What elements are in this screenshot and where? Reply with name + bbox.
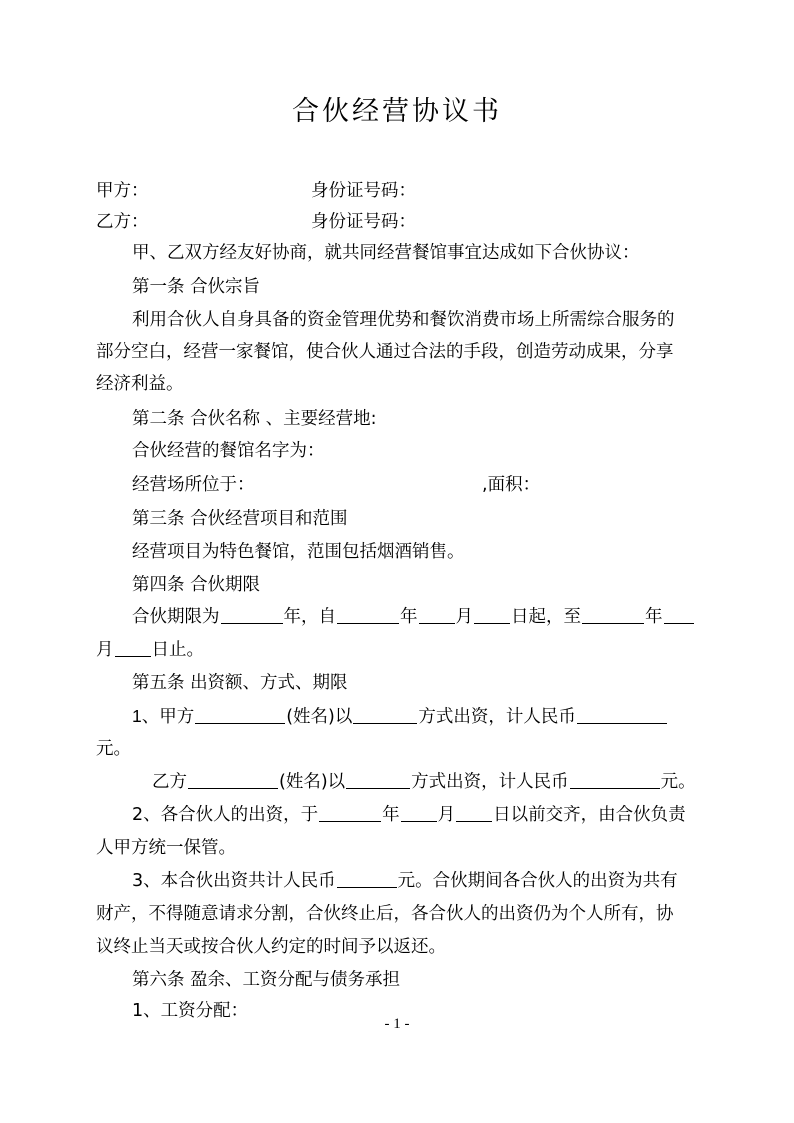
area-label: ,面积： [482, 475, 541, 495]
month-label: 月 [96, 640, 114, 660]
name-paren-label: (姓名)以 [286, 707, 353, 727]
article-4-heading: 第四条 合伙期限 [132, 575, 261, 595]
article-6-heading: 第六条 盈余、工资分配与债务承担 [132, 970, 401, 990]
article-3-heading: 第三条 合伙经营项目和范围 [132, 509, 348, 529]
party-a-label: 1、甲方 [132, 706, 195, 726]
blank-field[interactable] [195, 705, 285, 724]
blank-field[interactable] [337, 869, 397, 888]
name-paren-label: (姓名)以 [279, 772, 346, 792]
year-label: 年 [283, 607, 301, 627]
article-3-body: 经营项目为特色餐馆，范围包括烟酒销售。 [132, 542, 465, 562]
intro-paragraph: 甲、乙双方经友好协商，就共同经营餐馆事宜达成如下合伙协议： [132, 243, 640, 263]
method-label: 方式出资，计人民币 [418, 707, 576, 727]
location-label: 经营场所位于： [132, 475, 255, 495]
party-b-contribution-line [152, 769, 696, 795]
blank-field[interactable] [401, 803, 437, 822]
blank-field[interactable] [456, 803, 492, 822]
term-line-2 [96, 637, 204, 663]
deadline-label: 2、各合伙人的出资，于 [132, 805, 319, 825]
party-a-id-label: 身份证号码： [311, 181, 416, 201]
year-label: 年 [382, 805, 400, 825]
month-label: 月 [437, 805, 456, 825]
party-b-id-label: 身份证号码： [311, 212, 416, 232]
contribution-deadline-line [132, 802, 686, 828]
blank-field[interactable] [337, 605, 399, 624]
page-number: - 1 - [384, 1016, 410, 1032]
party-b-label: 乙方 [152, 772, 187, 792]
blank-field[interactable] [577, 705, 667, 724]
term-label: 合伙期限为 [132, 607, 220, 627]
article-2-heading: 第二条 合伙名称 、主要经营地: [132, 409, 377, 429]
total-contribution-line-3: 议终止当天或按合伙人约定的时间予以返还。 [96, 937, 446, 957]
article-1-line: 部分空白，经营一家餐馆，使合伙人通过合法的手段，创造劳动成果，分享 [96, 342, 674, 362]
article-1-line: 利用合伙人自身具备的资金管理优势和餐饮消费市场上所需综合服务的 [132, 310, 675, 330]
party-b-label: 乙方： [96, 212, 149, 232]
day-end-label: 日止。 [151, 640, 204, 660]
method-label: 方式出资，计人民币 [411, 772, 569, 792]
total-contribution-line-2: 财产，不得随意请求分割，合伙终止后，各合伙人的出资仍为个人所有，协 [96, 904, 674, 924]
article-1-line: 经济利益。 [96, 374, 184, 394]
yuan-label: 元。 [96, 739, 131, 759]
article-1-heading: 第一条 合伙宗旨 [132, 277, 261, 297]
party-a-contribution-line [132, 703, 668, 730]
blank-field[interactable] [353, 705, 417, 724]
blank-field[interactable] [474, 605, 510, 624]
blank-field[interactable] [115, 638, 151, 657]
total-tail: 元。合伙期间各合伙人的出资为共有 [397, 871, 678, 891]
from-label: ，自 [301, 607, 336, 627]
blank-field[interactable] [582, 605, 644, 624]
document-title: 合伙经营协议书 [292, 96, 502, 127]
yuan-label: 元。 [660, 772, 696, 792]
blank-field[interactable] [188, 770, 278, 789]
day-start-label: 日起，至 [511, 607, 581, 627]
blank-field[interactable] [319, 803, 381, 822]
article-5-heading: 第五条 出资额、方式、期限 [132, 673, 348, 693]
party-a-label: 甲方： [96, 181, 149, 201]
wage-distribution-label: 1、工资分配： [132, 1001, 249, 1021]
year-label: 年 [645, 607, 663, 627]
term-line [132, 604, 695, 630]
restaurant-name-label: 合伙经营的餐馆名字为： [132, 441, 325, 461]
blank-field[interactable] [419, 605, 455, 624]
contribution-custody-line: 人甲方统一保管。 [96, 838, 236, 858]
deadline-tail: 日以前交齐，由合伙负责 [493, 805, 686, 825]
year-label: 年 [400, 607, 418, 627]
blank-field[interactable] [346, 770, 410, 789]
total-contribution-line [132, 868, 678, 894]
blank-field[interactable] [664, 605, 694, 624]
blank-field[interactable] [570, 770, 660, 789]
total-label: 3、本合伙出资共计人民币 [132, 871, 336, 891]
blank-field[interactable] [221, 605, 283, 624]
month-label: 月 [455, 607, 473, 627]
